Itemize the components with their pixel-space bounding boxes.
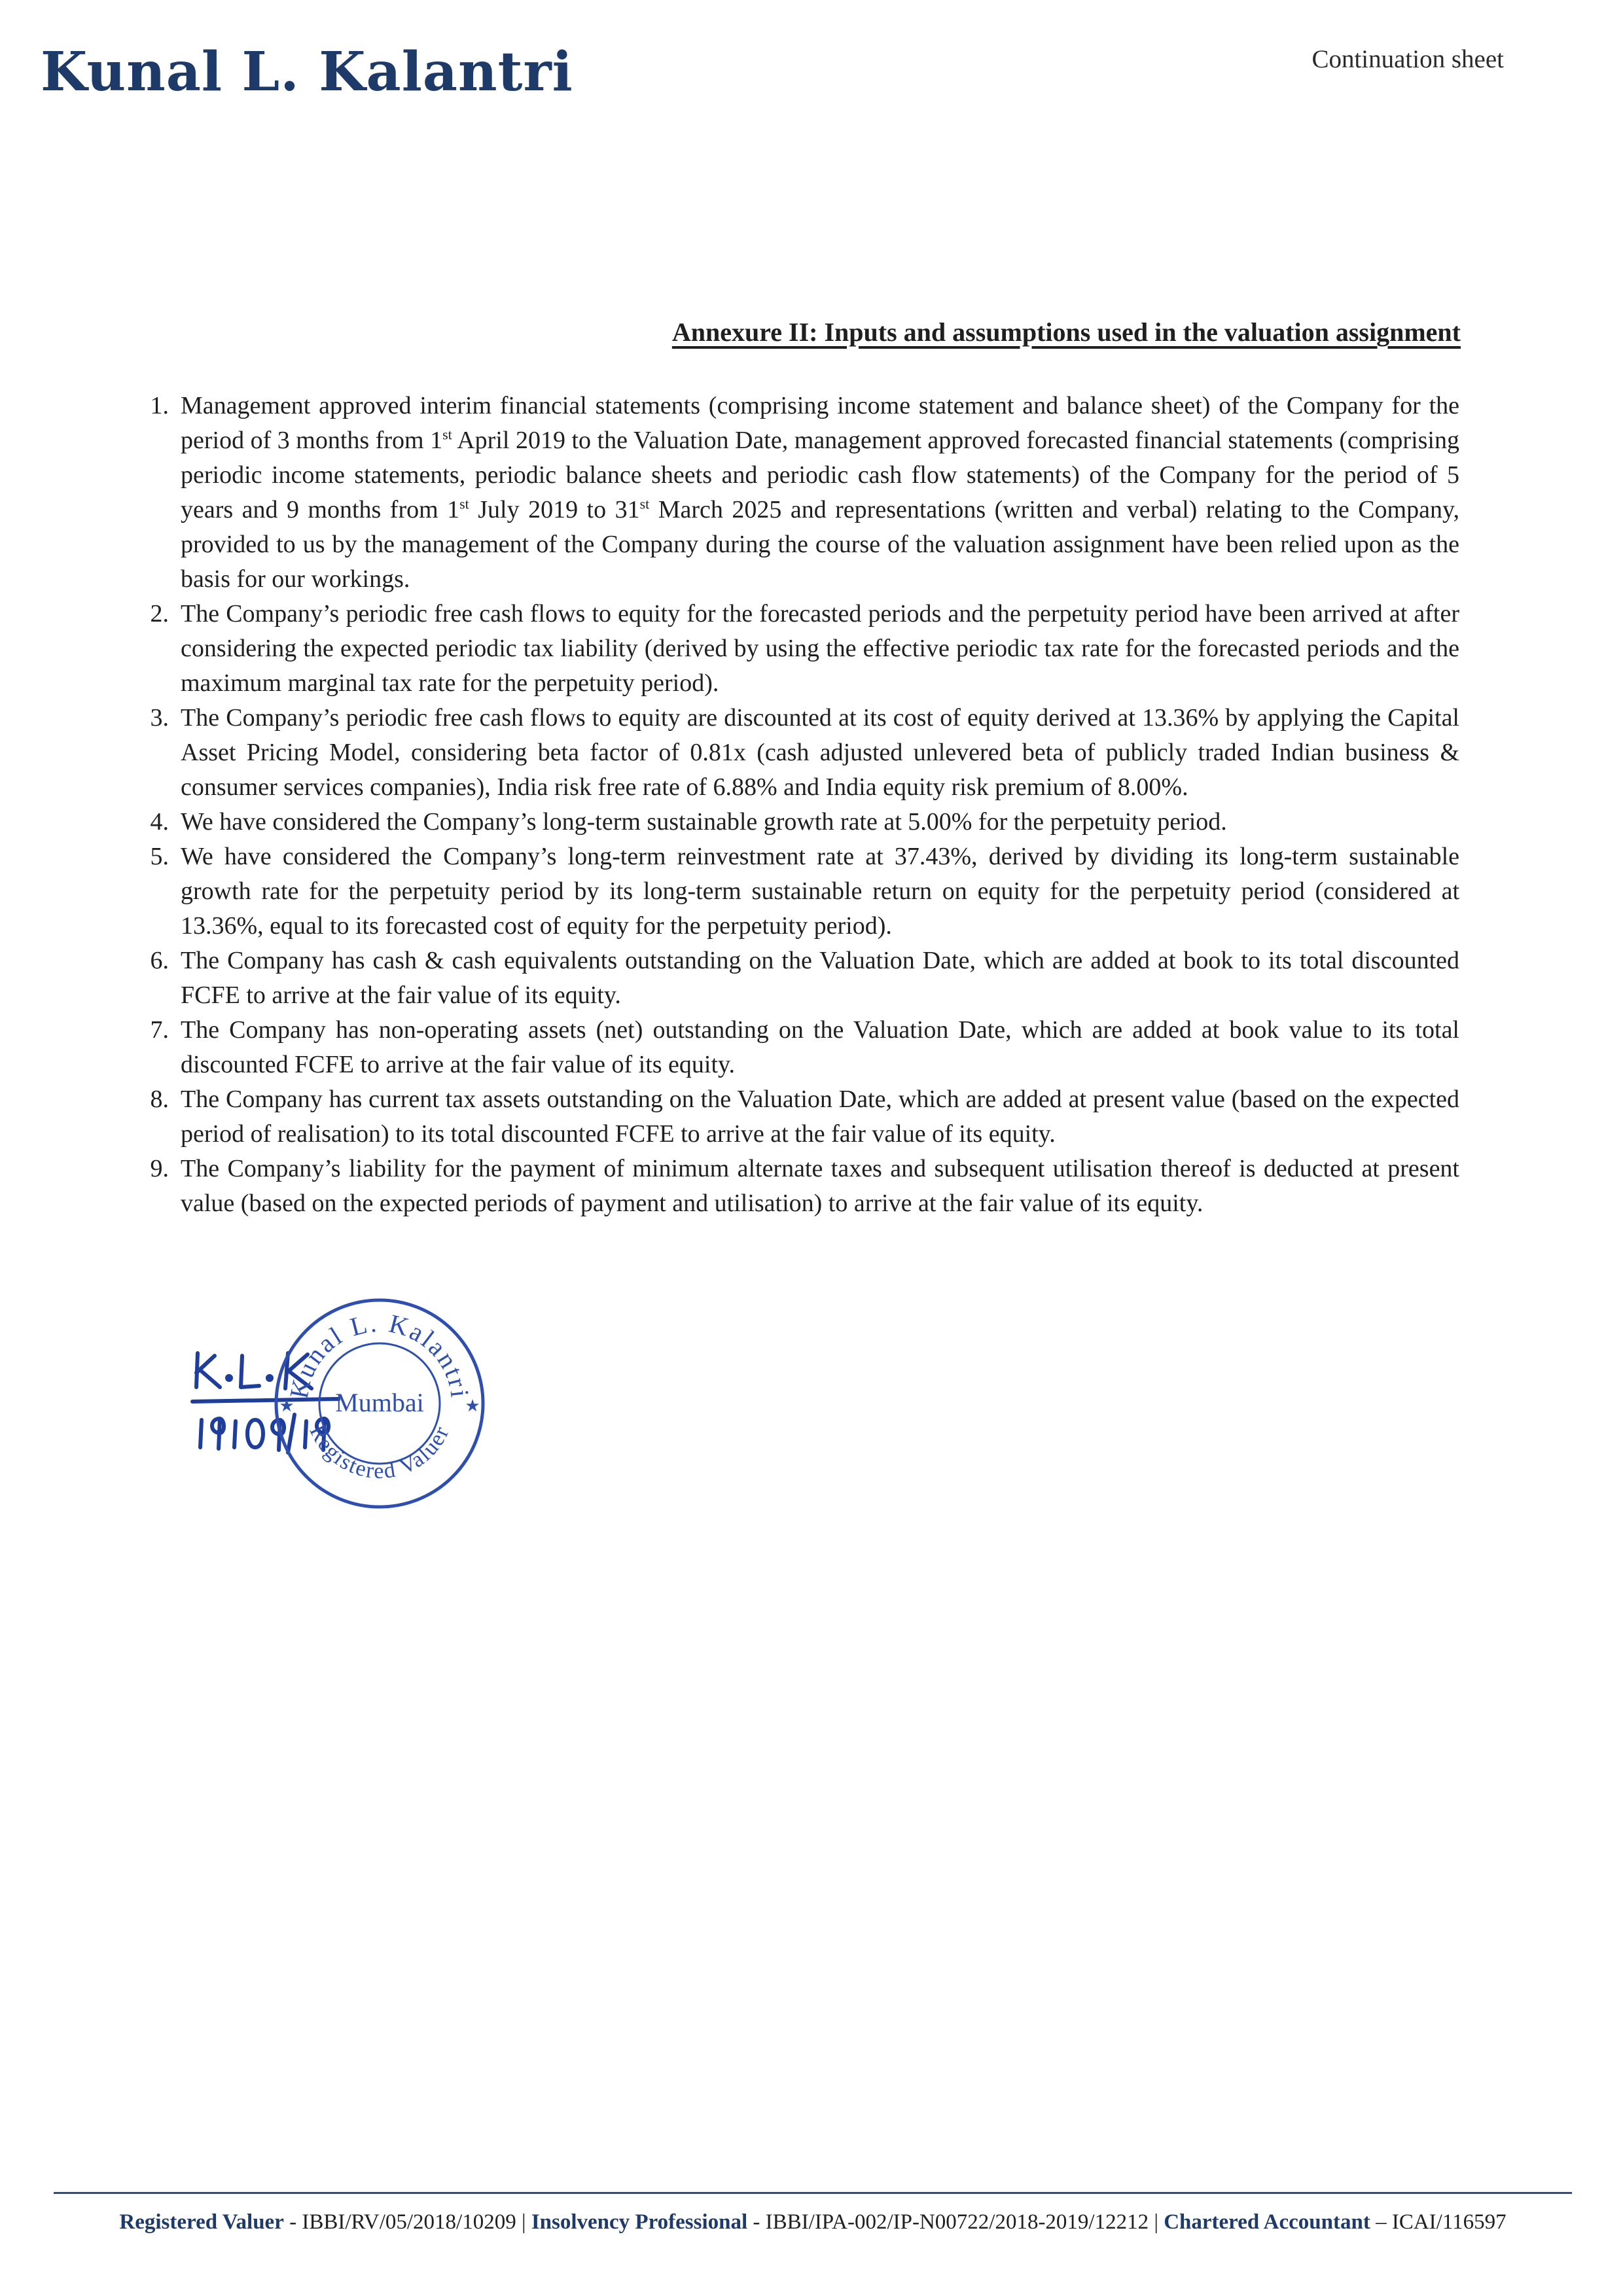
- item-text: The Company has non-operating assets (net) outstanding on the Valuation Date, which are added at book value to its total discounted FCFE to arrive at the fair value of its equity.: [181, 1016, 1459, 1078]
- footer-divider: [54, 2192, 1572, 2194]
- item-number: 6.: [150, 947, 169, 974]
- list-item: [137, 1013, 1459, 1082]
- footer-rv-label: Registered Valuer: [119, 2210, 284, 2234]
- svg-text:Kunal L. Kalantri: Kunal L. Kalantri: [283, 1307, 475, 1402]
- item-number: 7.: [150, 1016, 169, 1044]
- item-text: The Company’s periodic free cash flows to equity for the forecasted periods and the perpetuity period have been arrived at after considering the expected periodic tax liability (derived by using the effective periodic tax rate for the forecasted periods and the maximum marginal tax rate for the perpetuity period).: [181, 600, 1459, 697]
- registered-valuer-stamp: [268, 1292, 491, 1515]
- list-item: [137, 597, 1459, 701]
- item-number: 9.: [150, 1155, 169, 1182]
- item-text: We have considered the Company’s long-term sustainable growth rate at 5.00% for the perpetuity period.: [181, 808, 1227, 836]
- letterhead-name: Kunal L. Kalantri: [41, 41, 573, 103]
- list-item: [137, 1082, 1459, 1152]
- footer-rv-value: - IBBI/RV/05/2018/10209 |: [283, 2210, 531, 2234]
- item-number: 2.: [150, 600, 169, 627]
- annexure-title: Annexure II: Inputs and assumptions used in the valuation assignment: [671, 317, 1461, 347]
- footer-ca-label: Chartered Accountant: [1164, 2210, 1370, 2234]
- item-text: We have considered the Company’s long-term reinvestment rate at 37.43%, derived by dividing its long-term sustainable growth rate for the perpetuity period by its long-term sustainable return on equity for the perpetuity period (considered at 13.36%, equal to its forecasted cost of equity for the perpetuity period).: [181, 843, 1459, 940]
- item-number: 1.: [150, 392, 169, 419]
- list-item: [137, 1152, 1459, 1221]
- continuation-label: Continuation sheet: [1311, 45, 1504, 73]
- item-text: The Company has current tax assets outstanding on the Valuation Date, which are added at present value (based on the expected period of realisation) to its total discounted FCFE to arrive at the fair value of its equity.: [181, 1086, 1459, 1148]
- svg-text:Registered Valuer: Registered Valuer: [304, 1421, 455, 1484]
- list-item: [137, 389, 1459, 597]
- item-text: The Company’s liability for the payment of minimum alternate taxes and subsequent utilisation thereof is deducted at present value (based on the expected periods of payment and utilisation) to arrive at the fair value of its equity.: [181, 1155, 1459, 1217]
- assumptions-list: [137, 389, 1459, 1221]
- footer-ip-value: - IBBI/IPA-002/IP-N00722/2018-2019/12212 |: [747, 2210, 1164, 2234]
- list-item: [137, 805, 1459, 839]
- item-text: Management approved interim financial statements (comprising income statement and balance sheet) of the Company for the period of 3 months from 1st April 2019 to the Valuation Date, management approved forecasted financial statements (comprising periodic income statements, periodic balance sheets and periodic cash flow statements) of the Company for the period of 5 years and 9 months from 1st July 2019 to 31st March 2025 and representations (written and verbal) relating to the Company, provided to us by the management of the Company during the course of the valuation assignment have been relied upon as the basis for our workings.: [181, 392, 1460, 593]
- item-text: The Company has cash & cash equivalents outstanding on the Valuation Date, which are added at book to its total discounted FCFE to arrive at the fair value of its equity.: [181, 947, 1459, 1009]
- item-number: 4.: [150, 808, 169, 836]
- svg-text:★: ★: [465, 1396, 480, 1416]
- svg-text:Mumbai: Mumbai: [335, 1388, 424, 1417]
- list-item: [137, 839, 1459, 944]
- list-item: [137, 701, 1459, 805]
- footer-ca-value: – ICAI/116597: [1370, 2210, 1507, 2234]
- footer-ip-label: Insolvency Professional: [531, 2210, 748, 2234]
- item-text: The Company’s periodic free cash flows to equity are discounted at its cost of equity derived at 13.36% by applying the Capital Asset Pricing Model, considering beta factor of 0.81x (cash adjusted unlevered beta of publicly traded Indian business & consumer services companies), India risk free rate of 6.88% and India equity risk premium of 8.00%.: [181, 704, 1459, 801]
- svg-text:★: ★: [279, 1396, 294, 1416]
- footer-credentials: [54, 2210, 1572, 2234]
- item-number: 5.: [150, 843, 169, 870]
- item-number: 3.: [150, 704, 169, 732]
- item-number: 8.: [150, 1086, 169, 1113]
- list-item: [137, 944, 1459, 1013]
